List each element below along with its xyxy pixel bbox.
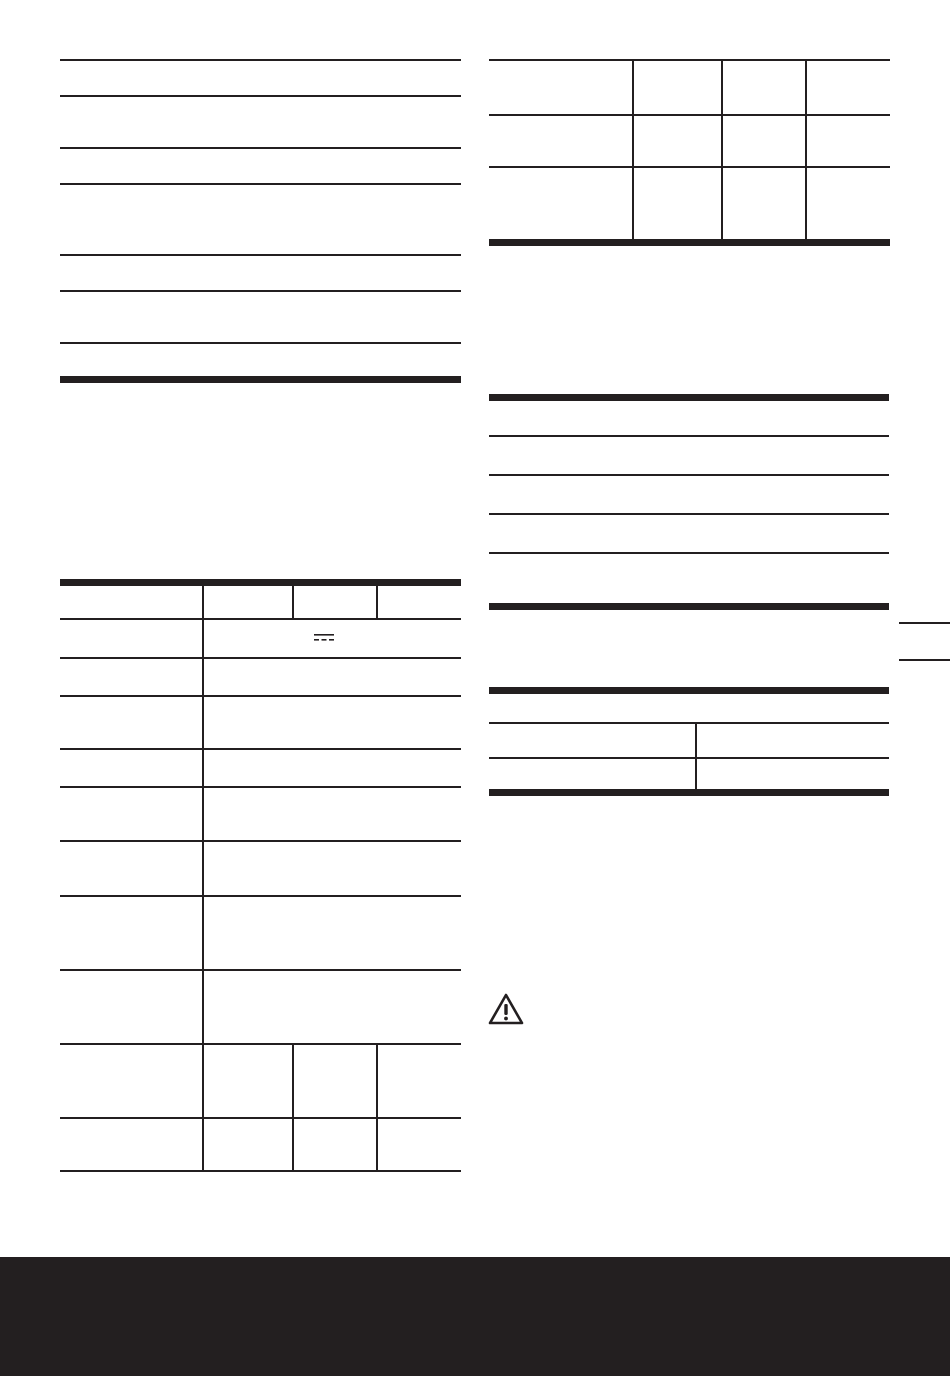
rule — [489, 166, 890, 168]
rule — [489, 513, 889, 515]
footer-band — [0, 1257, 950, 1376]
rule — [60, 840, 461, 842]
rule — [489, 552, 889, 554]
column-divider — [805, 59, 807, 241]
column-divider — [376, 586, 378, 619]
column-divider — [721, 59, 723, 241]
column-divider — [292, 586, 294, 619]
rule — [60, 618, 461, 620]
rule — [60, 895, 461, 897]
rule — [489, 114, 890, 116]
rule — [60, 1117, 461, 1119]
rule — [60, 254, 461, 256]
rule-bottom — [489, 239, 890, 246]
rule — [60, 786, 461, 788]
spec-table-top-rule — [60, 579, 461, 586]
column-divider — [695, 722, 697, 790]
direct-current-symbol-icon — [314, 633, 334, 643]
rule — [489, 474, 889, 476]
rule-bottom — [489, 603, 889, 610]
rule — [60, 95, 461, 97]
rule — [60, 695, 461, 697]
column-divider — [376, 1043, 378, 1171]
rule-bottom — [489, 789, 889, 796]
rule — [60, 657, 461, 659]
rule — [489, 59, 890, 61]
rule — [60, 748, 461, 750]
rule-top — [489, 687, 889, 694]
side-tab — [899, 622, 950, 662]
rule-bottom — [60, 376, 461, 383]
rule — [60, 147, 461, 149]
rule — [899, 622, 950, 624]
rule — [60, 342, 461, 344]
rule — [60, 183, 461, 185]
rule — [489, 722, 889, 724]
column-divider — [632, 59, 634, 241]
rule-bottom — [60, 1170, 461, 1172]
warning-triangle-icon — [487, 992, 525, 1026]
column-divider — [292, 1043, 294, 1171]
rule — [60, 59, 461, 61]
rule — [60, 290, 461, 292]
column-divider — [202, 586, 204, 1171]
rule-top — [489, 394, 889, 401]
rule — [60, 1043, 461, 1045]
rule — [60, 969, 461, 971]
rule — [899, 659, 950, 661]
rule — [489, 435, 889, 437]
rule — [489, 757, 889, 759]
